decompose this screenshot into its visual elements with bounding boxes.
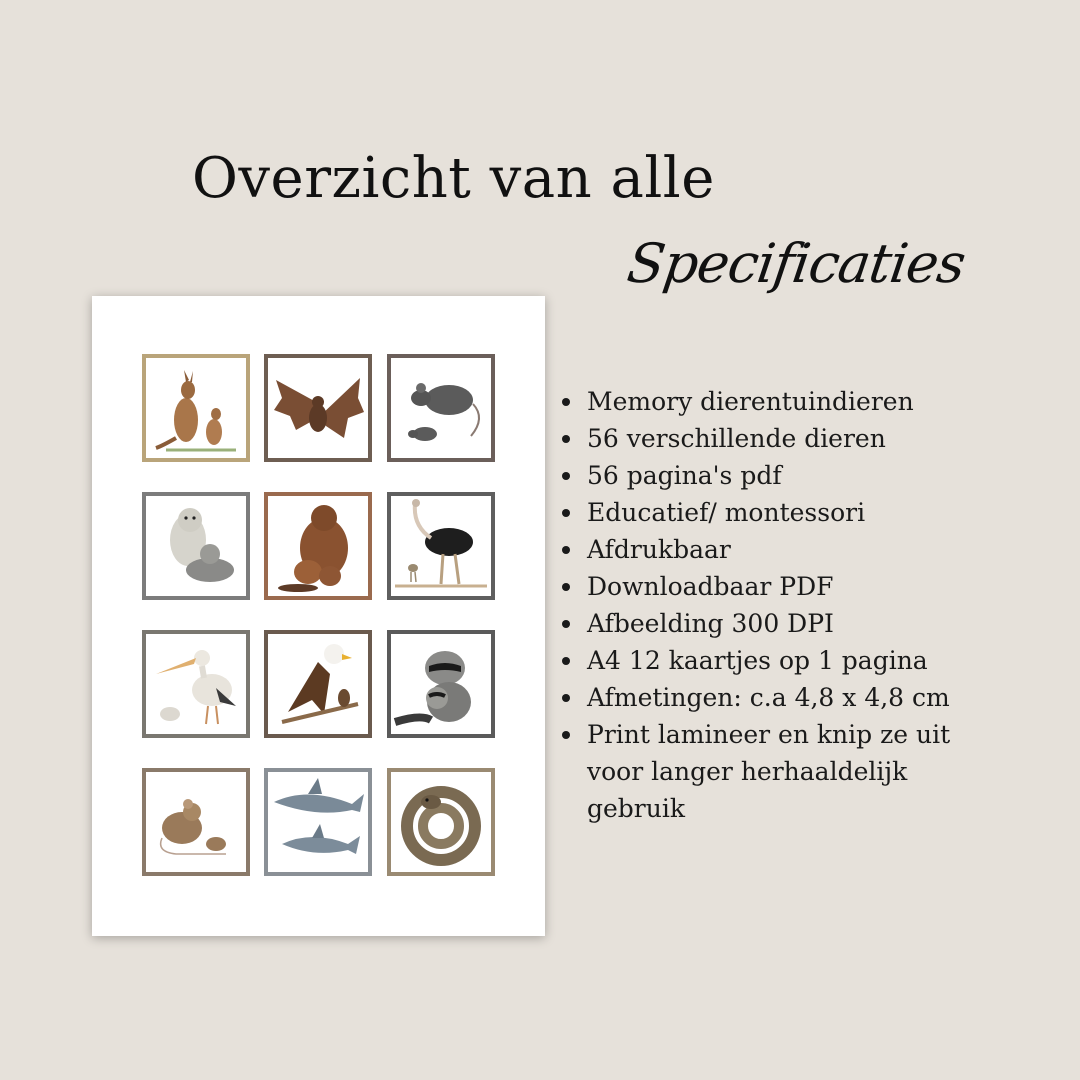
spec-item: Afdrukbaar xyxy=(558,531,978,568)
card-snake xyxy=(387,768,495,876)
pelican-icon xyxy=(146,634,246,734)
kangaroo-icon xyxy=(146,358,246,458)
card-kangaroo xyxy=(142,354,250,462)
spec-item: A4 12 kaartjes op 1 pagina xyxy=(558,642,978,679)
eagle-icon xyxy=(268,634,368,734)
spec-item: Afmetingen: c.a 4,8 x 4,8 cm xyxy=(558,679,978,716)
page-subtitle: Specificaties xyxy=(623,232,969,295)
specification-list xyxy=(558,383,978,827)
spec-item: Afbeelding 300 DPI xyxy=(558,605,978,642)
card-mouse xyxy=(142,768,250,876)
spec-item: Educatief/ montessori xyxy=(558,494,978,531)
card-rat xyxy=(387,354,495,462)
card-bat xyxy=(264,354,372,462)
card-beaver xyxy=(264,492,372,600)
card-ostrich xyxy=(387,492,495,600)
ostrich-icon xyxy=(391,496,491,596)
card-seal xyxy=(142,492,250,600)
seal-icon xyxy=(146,496,246,596)
spec-item: 56 pagina's pdf xyxy=(558,457,978,494)
spec-item: Memory dierentuindieren xyxy=(558,383,978,420)
spec-item: Print lamineer en knip ze uit voor langer herhaaldelijk gebruik xyxy=(558,716,978,827)
card-sheet-preview xyxy=(92,296,545,936)
spec-item: 56 verschillende dieren xyxy=(558,420,978,457)
spec-item: Downloadbaar PDF xyxy=(558,568,978,605)
raccoon-icon xyxy=(391,634,491,734)
card-raccoon xyxy=(387,630,495,738)
snake-icon xyxy=(391,772,491,872)
mouse-icon xyxy=(146,772,246,872)
card-shark xyxy=(264,768,372,876)
page-title: Overzicht van alle xyxy=(192,146,715,211)
shark-icon xyxy=(268,772,368,872)
card-eagle xyxy=(264,630,372,738)
bat-icon xyxy=(268,358,368,458)
beaver-icon xyxy=(268,496,368,596)
rat-icon xyxy=(391,358,491,458)
card-pelican xyxy=(142,630,250,738)
